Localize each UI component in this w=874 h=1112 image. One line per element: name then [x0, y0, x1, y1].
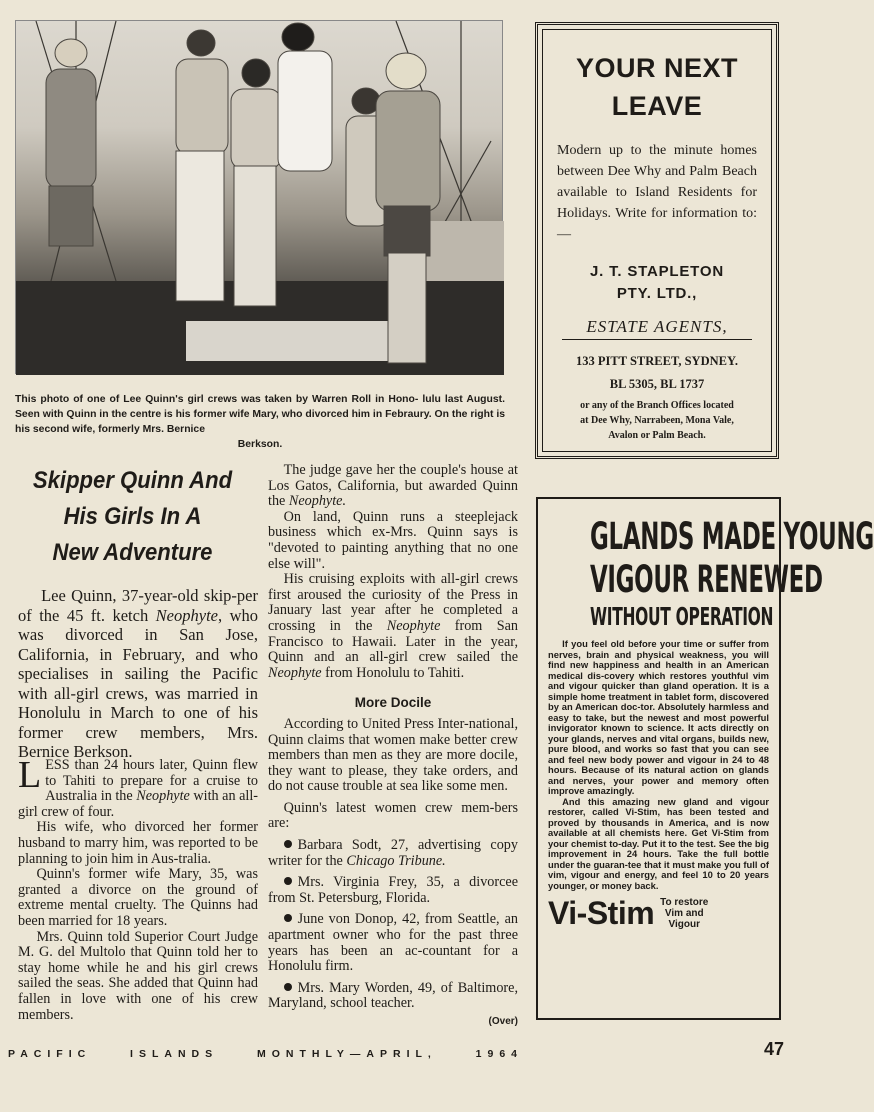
- body-paragraph: LESS than 24 hours later, Quinn flew to Tahiti to prepare for a cruise to Australia in the Neophyte with an all-girl crew of four.: [18, 754, 258, 820]
- body-paragraph: According to United Press Inter-national, Quinn claims that women make better crew members than men as they are more docile, they want to please, they take orders, and do not cause trouble at sea like some men.: [268, 715, 518, 795]
- ad-title: YOUR NEXT: [575, 53, 739, 83]
- ad-frame: [542, 29, 772, 452]
- page-number: 47: [764, 1039, 785, 1059]
- body-paragraph: Quinn's latest women crew mem-bers are:: [268, 799, 518, 832]
- vistim-advertisement: [536, 497, 874, 1020]
- crew-list-item: June von Donop, 42, from Seattle, an apartment owner who for the past three years has been an ac-countant for a Honolulu firm.: [268, 911, 518, 975]
- body-paragraph: On land, Quinn runs a steeplejack business which ex-Mrs. Quinn says is "devoted to painting anything that no one else will".: [268, 508, 518, 572]
- ship-name: Neophyte: [386, 617, 441, 634]
- branch-offices: or any of the Branch Offices located at Dee Why, Narrabeen, Mona Vale, Avalon or Palm Beach.: [580, 400, 734, 441]
- caption-line: This photo of one of Lee Quinn's girl crews was taken by Warren Roll in Hono-: [15, 394, 419, 405]
- caption-line: Berkson.: [237, 439, 283, 450]
- footer-word: PACIFIC: [8, 1048, 92, 1060]
- intro-paragraph: Lee Quinn, 37-year-old skip-per of the 45 ft. ketch Neophyte, who was divorced in San Jose, California, in February, and who specialises in sailing the Pacific with all-girl crews, was married in Honolulu in March to one of his former crew members, Mrs. Bernice Berkson.: [18, 586, 258, 761]
- vistim-logo-row: [548, 895, 769, 932]
- bullet-icon: [284, 840, 292, 848]
- body-paragraph: Quinn's former wife Mary, 35, was granted a divorce on the ground of extreme mental cruelty. The Quinns had been married for 18 years.: [18, 866, 258, 929]
- headline-line: His Girls In A: [63, 503, 202, 530]
- crew-photo: [15, 20, 503, 374]
- footer-word: ISLANDS: [130, 1048, 219, 1060]
- caption-line: divorced him in Febraury. On the right is his second wife, formerly Mrs. Bernice: [15, 409, 505, 435]
- body-paragraph: Mrs. Quinn told Superior Court Judge M. G. del Multolo that Quinn told her to stay home while he and his girl crews sailed the seas. She added that Quinn had fallen in love with one of his crew members.: [18, 928, 258, 1023]
- footer-word: MONTHLY—APRIL,: [256, 1048, 437, 1060]
- article-intro: [18, 586, 258, 762]
- vistim-logo: Vi-Stim: [548, 895, 655, 931]
- company-phone: BL 5305, BL 1737: [609, 377, 705, 391]
- footer-word: 1964: [475, 1048, 523, 1060]
- ad-title: LEAVE: [611, 91, 703, 121]
- headline-line: Skipper Quinn And: [32, 467, 233, 494]
- continued-marker: (Over): [488, 1016, 518, 1027]
- ad-paragraph: If you feel old before your time or suffer from nerves, brain and physical weakness, you will find new happiness and health in an American medical dis-covery which restores youthful vim and vigour quicker than gland operation. It is a simple home treatment in tablet form, discovered by an American doc-tor. Absolutely harmless and easy to take, but the newest and most powerful invigorator known to science. It acts directly on your glands, nerves and vital organs, builds new, pure blood, and works so fast that you can see and feel new body power and vigour in 24 to 48 hours. Because of its natural action on glands and nerves, your power and memory often improve amazingly.: [548, 638, 769, 796]
- ship-name: Neophyte: [155, 605, 218, 625]
- headline-line: New Adventure: [52, 539, 213, 566]
- divider: [562, 339, 752, 340]
- bullet-icon: [284, 983, 292, 991]
- ship-name: Neophyte: [136, 788, 190, 805]
- crew-list-item: Mrs. Virginia Frey, 35, a divorcee from St. Petersburg, Florida.: [268, 874, 518, 906]
- crew-photo-illustration: [16, 21, 504, 375]
- ship-name: Neophyte: [268, 664, 322, 681]
- ad-headline: VIGOUR RENEWED: [589, 558, 823, 601]
- body-paragraph: His cruising exploits with all-girl crews first aroused the curiosity of the Press in January last year after he completed a crossing in the Neophyte from San Francisco to Hawaii. Later in the year, Quinn and an all-girl crew sailed the Neophyte from Honolulu to Tahiti.: [268, 571, 518, 681]
- section-subhead: More Docile: [354, 695, 432, 711]
- body-paragraph: His wife, who divorced her former husband to marry him, was reported to be planning to join him in Aus-tralia.: [18, 819, 258, 867]
- ad-body: [548, 639, 769, 891]
- article-headline: [20, 463, 245, 571]
- stapleton-advertisement: [535, 22, 779, 459]
- ad-headline: WITHOUT OPERATION: [589, 602, 774, 631]
- article-column-2: [268, 463, 518, 1030]
- ad-headline: GLANDS MADE YOUNG: [589, 515, 874, 558]
- crew-list-item: Barbara Sodt, 27, advertising copy writer for the Chicago Tribune.: [268, 837, 518, 869]
- drop-cap: L: [18, 754, 42, 796]
- logo-tagline: To restore Vim and Vigour: [660, 897, 709, 930]
- article-column-1: [18, 754, 258, 1023]
- company-name: J. T. STAPLETON PTY. LTD.,: [590, 263, 724, 302]
- page-footer: [8, 1048, 523, 1060]
- bullet-icon: [284, 914, 292, 922]
- crew-list-item: Mrs. Mary Worden, 49, of Baltimore, Maryland, school teacher.: [268, 979, 518, 1012]
- bullet-icon: [284, 877, 292, 885]
- ad-paragraph: And this amazing new gland and vigour restorer, called Vi-Stim, has been tested and proved by thousands in America, and is now available at all chemists here. Get Vi-Stim from your chemist to-day. Put it to the test. See the big improvement in 24 hours. Take the full bottle under the guaran-tee that it must make you full of vim, vigour and energy, and feel 10 to 20 years younger, or money back.: [548, 795, 769, 891]
- ad-body: Modern up to the minute homes between Dee Why and Palm Beach available to Island Residents for Holidays. Write for information to:—: [557, 143, 757, 242]
- company-address: 133 PITT STREET, SYDNEY.: [576, 354, 738, 368]
- caption-line: lulu last August. Seen with Quinn in the centre is his former wife Mary, who: [15, 394, 506, 420]
- estate-agents-label: ESTATE AGENTS,: [586, 317, 728, 336]
- body-paragraph: The judge gave her the couple's house at Los Gatos, California, but awarded Quinn the Neophyte.: [268, 462, 518, 510]
- ship-name: Neophyte.: [288, 493, 347, 510]
- photo-caption: [15, 392, 505, 452]
